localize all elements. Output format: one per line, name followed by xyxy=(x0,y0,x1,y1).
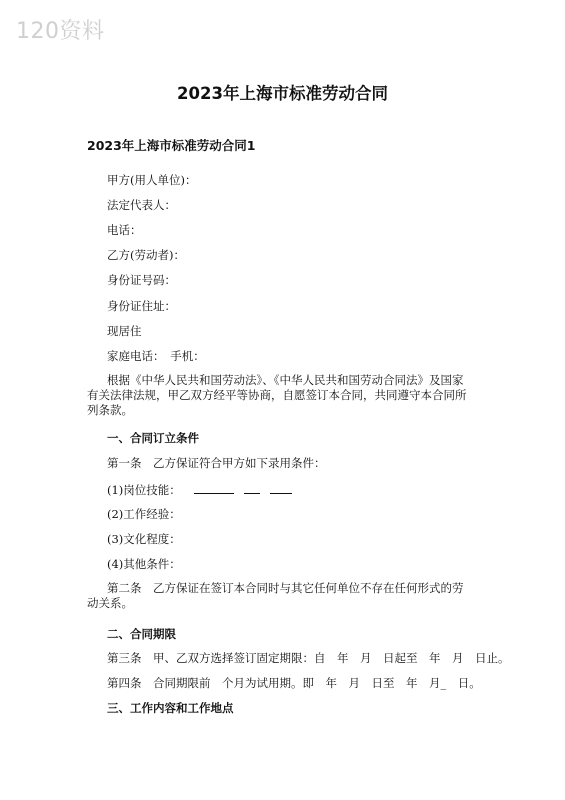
condition-1-label: (1)岗位技能： xyxy=(107,483,181,497)
legal-rep-field: 法定代表人： xyxy=(107,198,176,212)
blank-line xyxy=(244,481,260,494)
blank-line xyxy=(194,481,234,494)
party-a-field: 甲方(用人单位)： xyxy=(107,173,197,187)
section-2-heading: 二、合同期限 xyxy=(107,627,176,641)
article-2: 第二条 乙方保证在签订本合同时与其它任何单位不存在任何形式的劳动关系。 xyxy=(87,581,464,610)
condition-4: (4)其他条件： xyxy=(107,557,181,571)
section-1-heading: 一、合同订立条件 xyxy=(107,431,199,445)
phone-field: 电话： xyxy=(107,223,142,237)
home-phone-field: 家庭电话： 手机： xyxy=(107,349,205,363)
article-3: 第三条 甲、乙双方选择签订固定期限：自 年 月 日起至 年 月 日止。 xyxy=(107,651,510,665)
condition-2: (2)工作经验： xyxy=(107,507,181,521)
article-1: 第一条 乙方保证符合甲方如下录用条件： xyxy=(107,456,326,470)
contract-subtitle: 2023年上海市标准劳动合同1 xyxy=(87,138,256,153)
id-number-field: 身份证号码： xyxy=(107,273,176,287)
section-3-heading: 三、工作内容和工作地点 xyxy=(107,701,234,715)
article-4: 第四条 合同期限前 个月为试用期。即 年 月 日至 年 月_ 日。 xyxy=(107,676,481,690)
party-b-field: 乙方(劳动者)： xyxy=(107,248,185,262)
current-address-field: 现居住 xyxy=(107,324,142,338)
intro-paragraph: 根据《中华人民共和国劳动法》、《中华人民共和国劳动合同法》及国家有关法律法规，甲乙双方经平等协商，自愿签订本合同，共同遵守本合同所列条款。 xyxy=(87,373,467,417)
id-address-field: 身份证住址： xyxy=(107,299,176,313)
condition-1 xyxy=(107,481,292,498)
watermark: 120资料 xyxy=(16,19,105,44)
condition-3: (3)文化程度： xyxy=(107,532,181,546)
blank-line xyxy=(270,481,292,494)
document-title: 2023年上海市标准劳动合同 xyxy=(177,84,388,103)
